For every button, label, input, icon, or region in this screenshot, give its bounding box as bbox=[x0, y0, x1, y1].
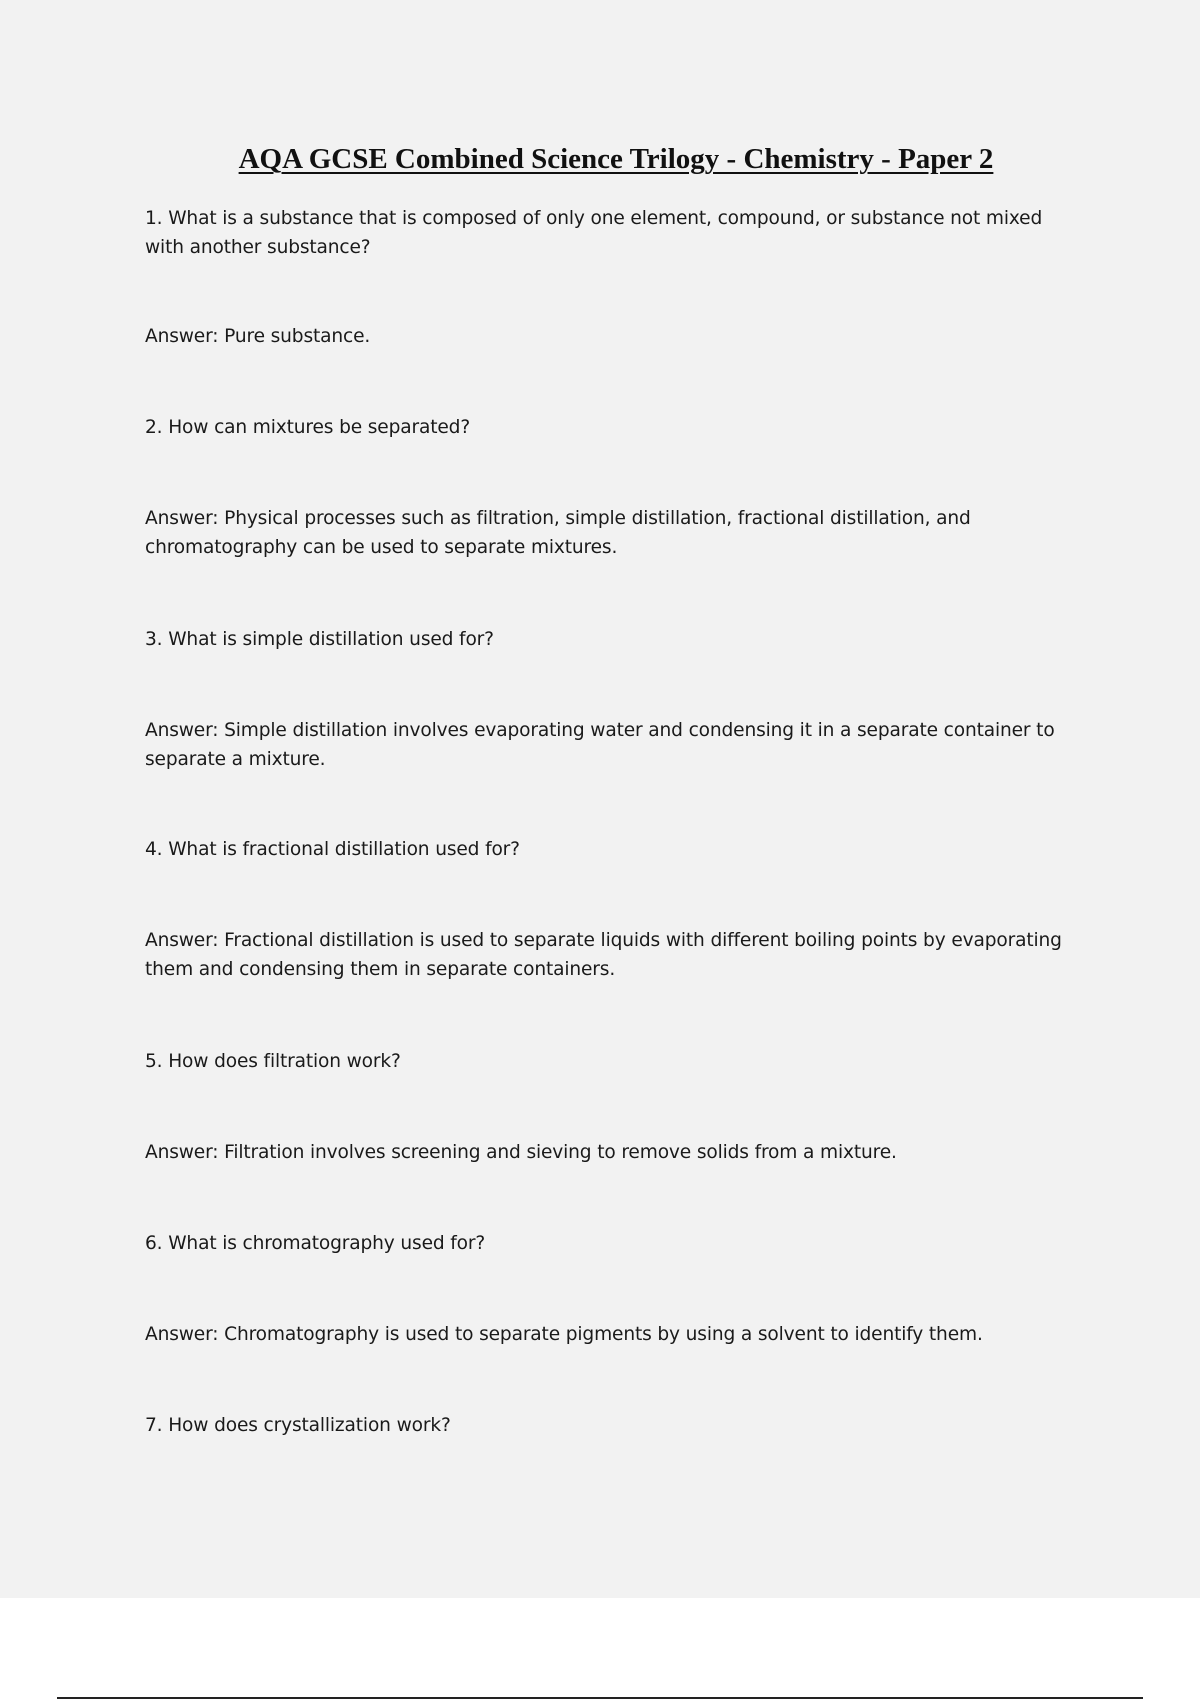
document-title-text: AQA GCSE Combined Science Trilogy - Chemistry - Paper 2 bbox=[238, 143, 994, 175]
question-1: 1. What is a substance that is composed of only one element, compound, or substance not mixed with another substance? bbox=[145, 208, 1043, 258]
question-3: 3. What is simple distillation used for? bbox=[145, 629, 494, 650]
question-4: 4. What is fractional distillation used for? bbox=[145, 839, 520, 860]
question-7: 7. How does crystallization work? bbox=[145, 1415, 451, 1436]
answer-2: Answer: Physical processes such as filtration, simple distillation, fractional distillation, and chromatography can be used to separate mixtures. bbox=[145, 508, 971, 558]
answer-6: Answer: Chromatography is used to separate pigments by using a solvent to identify them. bbox=[145, 1324, 983, 1345]
answer-5: Answer: Filtration involves screening and sieving to remove solids from a mixture. bbox=[145, 1142, 897, 1163]
answer-1: Answer: Pure substance. bbox=[145, 326, 371, 347]
footer-divider bbox=[57, 1697, 1143, 1699]
answer-3: Answer: Simple distillation involves evaporating water and condensing it in a separate container to separate a mixture. bbox=[145, 720, 1055, 770]
question-5: 5. How does filtration work? bbox=[145, 1051, 401, 1072]
question-6: 6. What is chromatography used for? bbox=[145, 1233, 486, 1254]
document-title bbox=[0, 141, 1200, 177]
answer-4: Answer: Fractional distillation is used to separate liquids with different boiling points by evaporating them and condensing them in separate containers. bbox=[145, 930, 1062, 980]
question-2: 2. How can mixtures be separated? bbox=[145, 417, 471, 438]
